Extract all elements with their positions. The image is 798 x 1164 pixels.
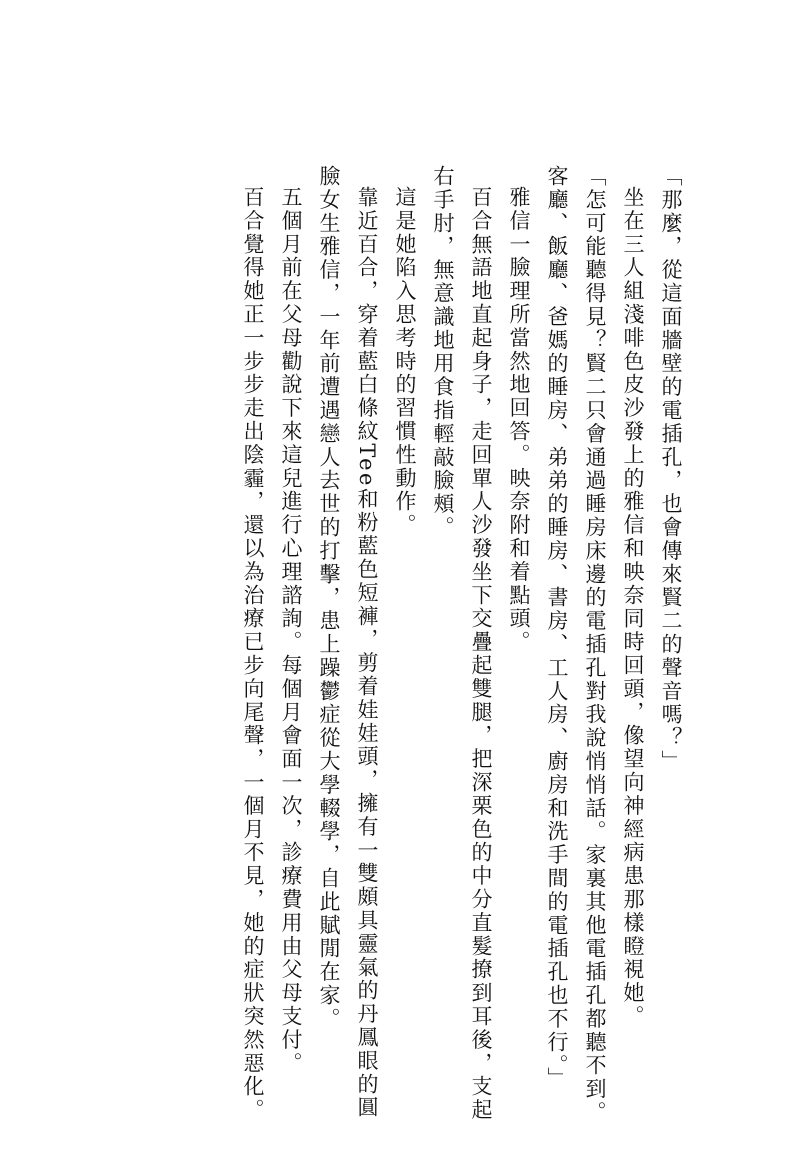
paragraph-narration-5: 靠近百合，穿着藍白條紋Tee和粉藍色短褲，剪着娃娃頭，擁有一雙頗具靈氣的丹鳳眼的圓臉女生雅信，一年前遭遇戀人去世的打擊，患上躁鬱症從大學輟學，自此賦閒在家。	[317, 165, 379, 1120]
paragraph-narration-4: 這是她陷入思考時的習慣性動作。	[393, 186, 417, 537]
paragraph-dialogue-2: 「怎可能聽得見？賢二只會通過睡房床邊的電插孔對我說悄悄話。家裏其他電插孔都聽不到。客廳、飯廳、爸媽的睡房、弟弟的睡房、書房、工人房、廚房和洗手間的電插孔也不行。」	[545, 165, 607, 1125]
novel-text-body	[234, 165, 690, 1125]
paragraph-narration-6: 五個月前在父母勸說下來這兒進行心理諮詢。每個月會面一次，診療費用由父母支付。	[279, 186, 303, 1076]
paragraph-narration-1: 坐在三人組淺啡色皮沙發上的雅信和映奈同時回頭，像望向神經病患那樣瞪視她。	[621, 186, 645, 1029]
paragraph-narration-2: 雅信一臉理所當然地回答。映奈附和着點頭。	[507, 186, 531, 654]
paragraph-dialogue-1: 「那麼，從這面牆壁的電插孔，也會傳來賢二的聲音嗎？」	[659, 165, 683, 774]
paragraph-narration-7: 百合覺得她正一步步走出陰霾，還以為治療已步向尾聲，一個月不見，她的症狀突然惡化。	[241, 186, 265, 1122]
paragraph-narration-3: 百合無語地直起身子，走回單人沙發坐下交疊起雙腿，把深栗色的中分直髮撩到耳後，支起右手肘，無意識地用食指輕敲臉頰。	[431, 165, 493, 1122]
